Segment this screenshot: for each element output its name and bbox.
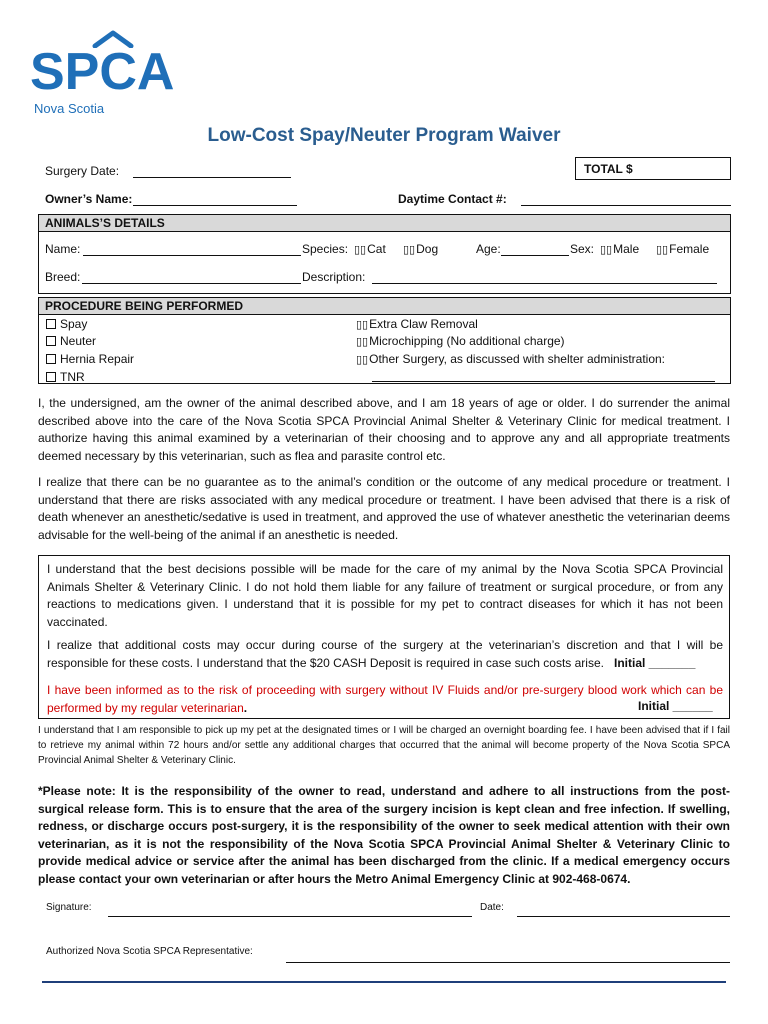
age-field[interactable]: [501, 255, 569, 256]
initial-field-costs[interactable]: Initial _______: [613, 655, 696, 670]
procedure-microchip[interactable]: [356, 334, 565, 348]
description-label: Description:: [302, 270, 366, 284]
iv-fluids-period: .: [243, 700, 248, 715]
other-label: Other Surgery, as discussed with shelter administration:: [369, 352, 666, 366]
owner-name-label: Owner’s Name:: [45, 192, 133, 206]
footer-divider: [42, 981, 726, 983]
species-dog-option[interactable]: [403, 242, 438, 256]
total-label: TOTAL $: [584, 162, 633, 176]
animal-details-header: ANIMALS’S DETAILS: [38, 214, 731, 232]
description-field[interactable]: [372, 283, 717, 284]
checkbox-icon: ▯▯: [354, 244, 367, 256]
date-label: Date:: [480, 902, 504, 913]
paragraph-costs: [47, 637, 723, 672]
checkbox-icon: ▯▯: [656, 244, 669, 256]
sex-male-option[interactable]: [600, 242, 639, 256]
spca-logo: [30, 30, 190, 118]
procedure-tnr[interactable]: [46, 370, 85, 384]
page-title: Low-Cost Spay/Neuter Program Waiver: [207, 125, 561, 146]
breed-label: Breed:: [45, 270, 81, 284]
paragraph-liability: I understand that the best decisions possible will be made for the care of my animal by the Nova Scotia SPCA Provincial Animals Shelter & Veterinary Clinic. I do not hold them liable for any failure of treatment or surgical procedure, or from any reactions to medications given. I understand that it is possible for my pet to contract diseases for which it has not been vaccinated.: [47, 562, 723, 629]
animal-details-box: [38, 231, 731, 294]
tnr-label: TNR: [60, 370, 85, 384]
daytime-contact-field[interactable]: [521, 205, 731, 206]
checkbox-icon: [46, 319, 56, 329]
hernia-label: Hernia Repair: [60, 352, 135, 366]
procedure-other[interactable]: [356, 352, 665, 366]
checkbox-icon: ▯▯: [356, 354, 369, 366]
age-label: Age:: [476, 242, 501, 256]
signature-field[interactable]: [108, 916, 472, 917]
owner-name-field[interactable]: [133, 205, 297, 206]
date-field[interactable]: [517, 916, 730, 917]
iv-fluids-text: I have been informed as to the risk of proceeding with surgery without IV Fluids and/or pre-surgery blood work which can be performed by my regular veterinarian: [47, 683, 723, 715]
initial-field-iv[interactable]: Initial ______: [638, 699, 713, 713]
procedure-neuter[interactable]: [46, 334, 96, 348]
procedure-claw[interactable]: [356, 317, 478, 331]
surgery-date-label: Surgery Date:: [45, 164, 120, 178]
microchip-label: Microchipping (No additional charge): [369, 334, 565, 348]
species-label: Species:: [302, 242, 349, 256]
signature-label: Signature:: [46, 902, 92, 913]
male-label: Male: [613, 242, 640, 256]
checkbox-icon: ▯▯: [600, 244, 613, 256]
spay-label: Spay: [60, 317, 88, 331]
surgery-date-field[interactable]: [133, 177, 291, 178]
paragraph-iv-fluids: [47, 682, 723, 717]
checkbox-icon: [46, 354, 56, 364]
costs-text: I realize that additional costs may occur during course of the surgery at the veterinarian’s discretion and that I will be responsible for these costs. I understand that the $20 CASH Deposit is required in case such costs arise.: [47, 638, 723, 670]
breed-field[interactable]: [82, 283, 301, 284]
sex-label: Sex:: [570, 242, 595, 256]
paragraph-pickup: I understand that I am responsible to pick up my pet at the designated times or I will be charged an overnight boarding fee. I have been advised that if I fail to retrieve my animal within 72 hours and/or settle any additional charges that occurred that the animal will become property of the Nova Scotia SPCA Provincial Animal Shelter & Veterinary Clinic.: [38, 725, 730, 766]
procedure-spay[interactable]: [46, 317, 87, 331]
paragraph-surrender: I, the undersigned, am the owner of the animal described above, and I am 18 years of age or older. I do surrender the animal described above into the care of the Nova Scotia SPCA Provincial Animal Shelter & Veterinary Clinic for medical treatment. I authorize having this animal examined by a veterinarian of their choosing and to approve any and all appropriate treatments deemed necessary by this veterinarian, such as flea and parasite control etc.: [38, 396, 730, 463]
dog-label: Dog: [416, 242, 439, 256]
representative-field[interactable]: [286, 962, 730, 963]
checkbox-icon: ▯▯: [403, 244, 416, 256]
animal-name-label: Name:: [45, 242, 81, 256]
checkbox-icon: [46, 372, 56, 382]
claw-label: Extra Claw Removal: [369, 317, 478, 331]
checkbox-icon: [46, 336, 56, 346]
logo-region: Nova Scotia: [34, 101, 105, 116]
paragraph-note: *Please note: It is the responsibility of the owner to read, understand and adhere to all instructions from the post-surgical release form. This is to ensure that the area of the surgery incision is kept clean and free infection. If swelling, redness, or discharge occurs post-surgery, it is the responsibility of the owner to seek medical attention with their own veterinarian, as it is not the responsibility of the Nova Scotia SPCA Provincial Animal Shelter & Veterinary Clinic to provide medical advice or service after the animal has been discharged from the clinic. If a medical emergency occurs please contact your own veterinarian or after hours the Metro Animal Emergency Clinic at 902-468-0674.: [38, 784, 730, 886]
checkbox-icon: ▯▯: [356, 336, 369, 348]
checkbox-icon: ▯▯: [356, 319, 369, 331]
other-surgery-field[interactable]: [372, 381, 715, 382]
animal-name-field[interactable]: [83, 255, 301, 256]
procedure-header: PROCEDURE BEING PERFORMED: [38, 297, 731, 315]
female-label: Female: [669, 242, 710, 256]
paragraph-guarantee: I realize that there can be no guarantee as to the animal’s condition or the outcome of any medical procedure or treatment. I understand that there are risks associated with any medical procedure or treatment. I have been advised that there is a risk of death whenever an anesthetic/sedative is used in treatment, and approved the use of whatever anesthetic the veterinarian deems advisable for the well-being of the animal if an anesthetic is needed.: [38, 475, 730, 542]
neuter-label: Neuter: [60, 334, 97, 348]
logo-wordmark: SPCA: [30, 43, 175, 101]
species-cat-option[interactable]: [354, 242, 386, 256]
representative-label: Authorized Nova Scotia SPCA Representative:: [46, 946, 253, 957]
cat-label: Cat: [367, 242, 386, 256]
daytime-contact-label: Daytime Contact #:: [398, 192, 507, 206]
procedure-hernia[interactable]: [46, 352, 134, 366]
sex-female-option[interactable]: [656, 242, 709, 256]
total-field[interactable]: [575, 157, 731, 180]
